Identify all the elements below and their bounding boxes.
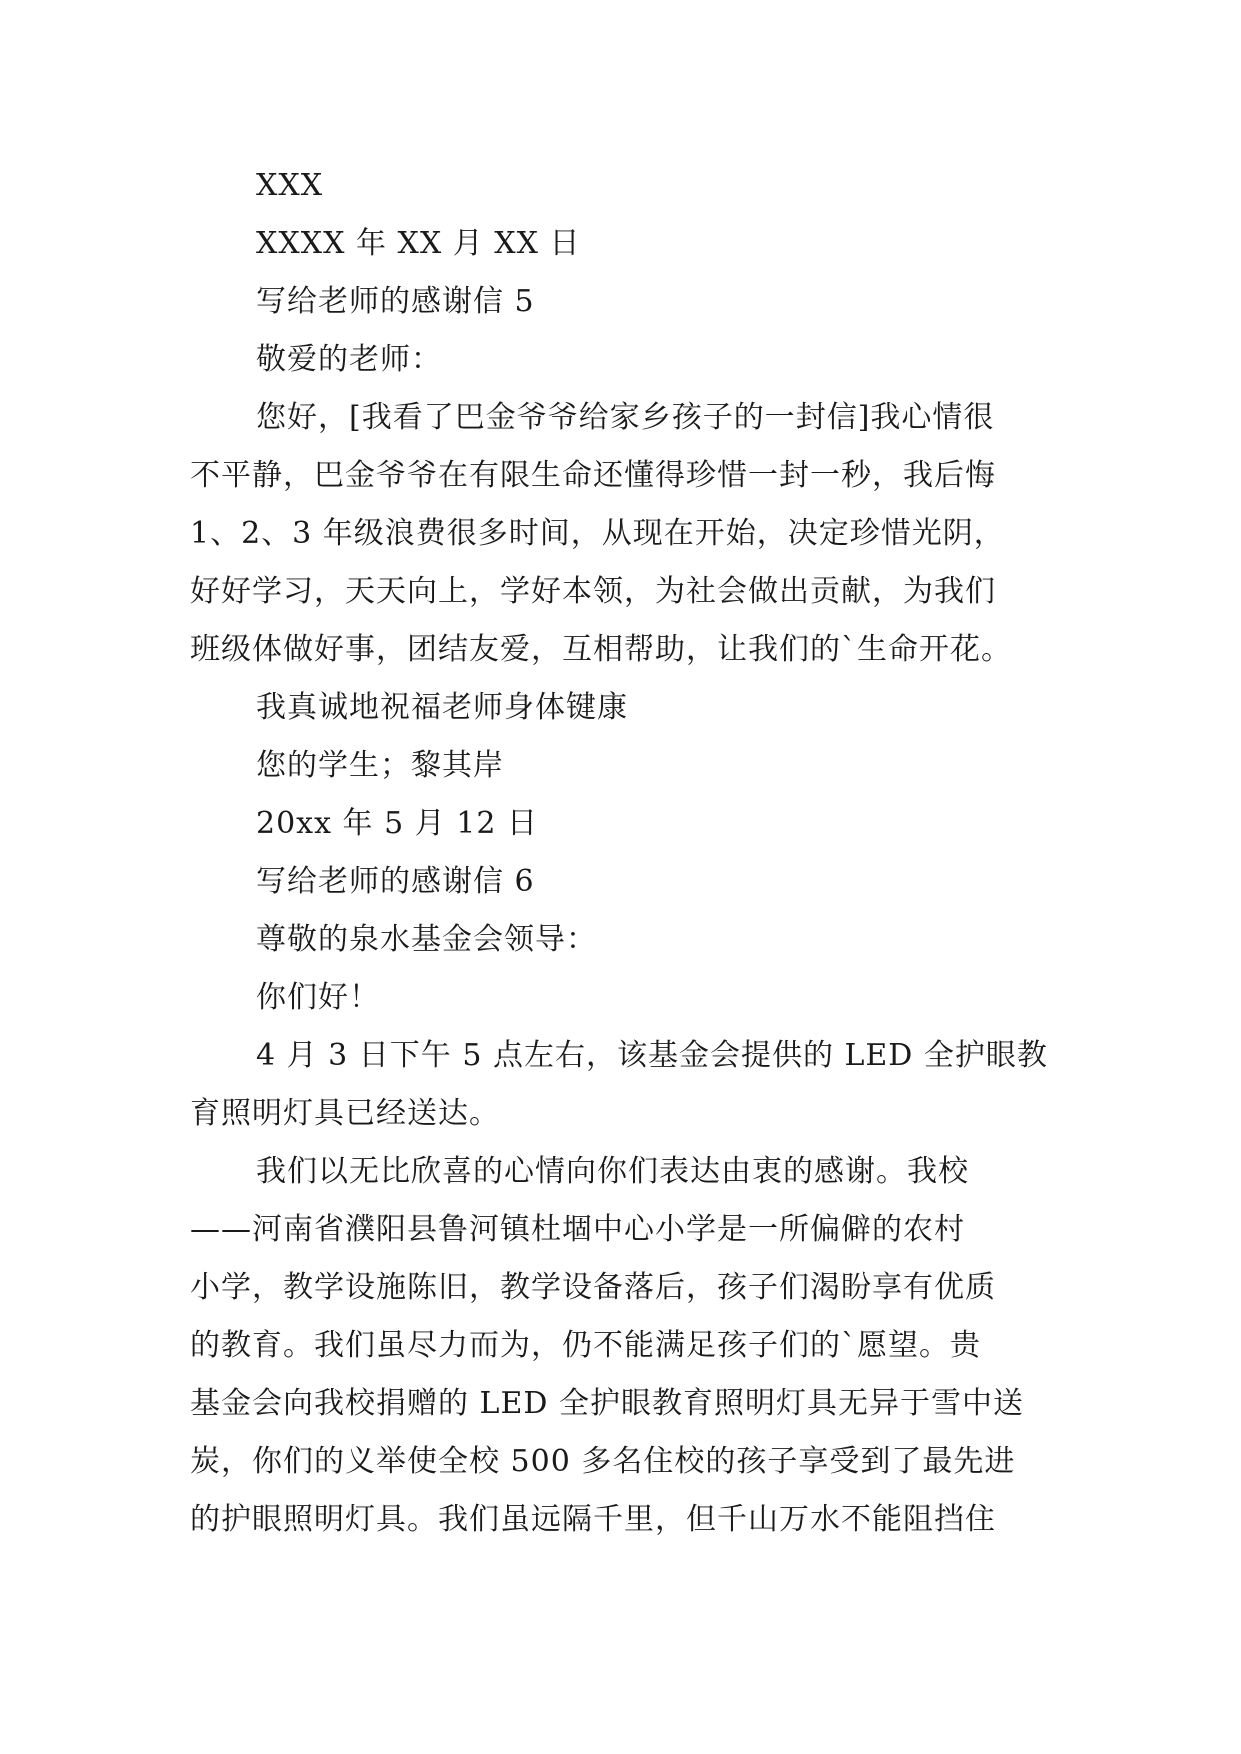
- paragraph-line: ——河南省濮阳县鲁河镇杜堌中心小学是一所偏僻的农村: [190, 1212, 965, 1247]
- letter-text: [190, 157, 1070, 1549]
- paragraph-line: 1、2、3 年级浪费很多时间，从现在开始，决定珍惜光阴，: [190, 516, 1005, 551]
- signature-name: 您的学生；黎其岸: [256, 748, 504, 783]
- letter-title: 写给老师的感谢信 5: [256, 284, 535, 319]
- paragraph-line: 的护眼照明灯具。我们虽远隔千里，但千山万水不能阻挡住: [190, 1502, 996, 1537]
- signature-date: 20xx 年 5 月 12 日: [256, 806, 538, 841]
- signature-name: XXX: [256, 168, 324, 203]
- closing-wish: 我真诚地祝福老师身体键康: [256, 690, 628, 725]
- paragraph-line: 育照明灯具已经送达。: [190, 1096, 500, 1131]
- paragraph-line: 炭，你们的义举使全校 500 多名住校的孩子享受到了最先进: [190, 1444, 1016, 1479]
- salutation: 尊敬的泉水基金会领导：: [256, 922, 597, 957]
- paragraph-line: 我们以无比欣喜的心情向你们表达由衷的感谢。我校: [256, 1154, 969, 1189]
- paragraph-line: 您好，[我看了巴金爷爷给家乡孩子的一封信]我心情很: [256, 400, 995, 435]
- greeting: 你们好！: [256, 980, 380, 1015]
- salutation: 敬爱的老师：: [256, 342, 442, 377]
- signature-date: XXXX 年 XX 月 XX 日: [256, 226, 581, 261]
- paragraph-line: 的教育。我们虽尽力而为，仍不能满足孩子们的`愿望。贵: [190, 1328, 981, 1363]
- paragraph-line: 基金会向我校捐赠的 LED 全护眼教育照明灯具无异于雪中送: [190, 1386, 1024, 1421]
- paragraph-line: 好好学习，天天向上，学好本领，为社会做出贡献，为我们: [190, 574, 996, 609]
- paragraph-line: 4 月 3 日下午 5 点左右，该基金会提供的 LED 全护眼教: [256, 1038, 1048, 1073]
- letter-title: 写给老师的感谢信 6: [256, 864, 535, 899]
- paragraph-line: 班级体做好事，团结友爱，互相帮助，让我们的`生命开花。: [190, 632, 1012, 667]
- paragraph-line: 小学，教学设施陈旧，教学设备落后，孩子们渴盼享有优质: [190, 1270, 996, 1305]
- paragraph-line: 不平静，巴金爷爷在有限生命还懂得珍惜一封一秒，我后悔: [190, 458, 996, 493]
